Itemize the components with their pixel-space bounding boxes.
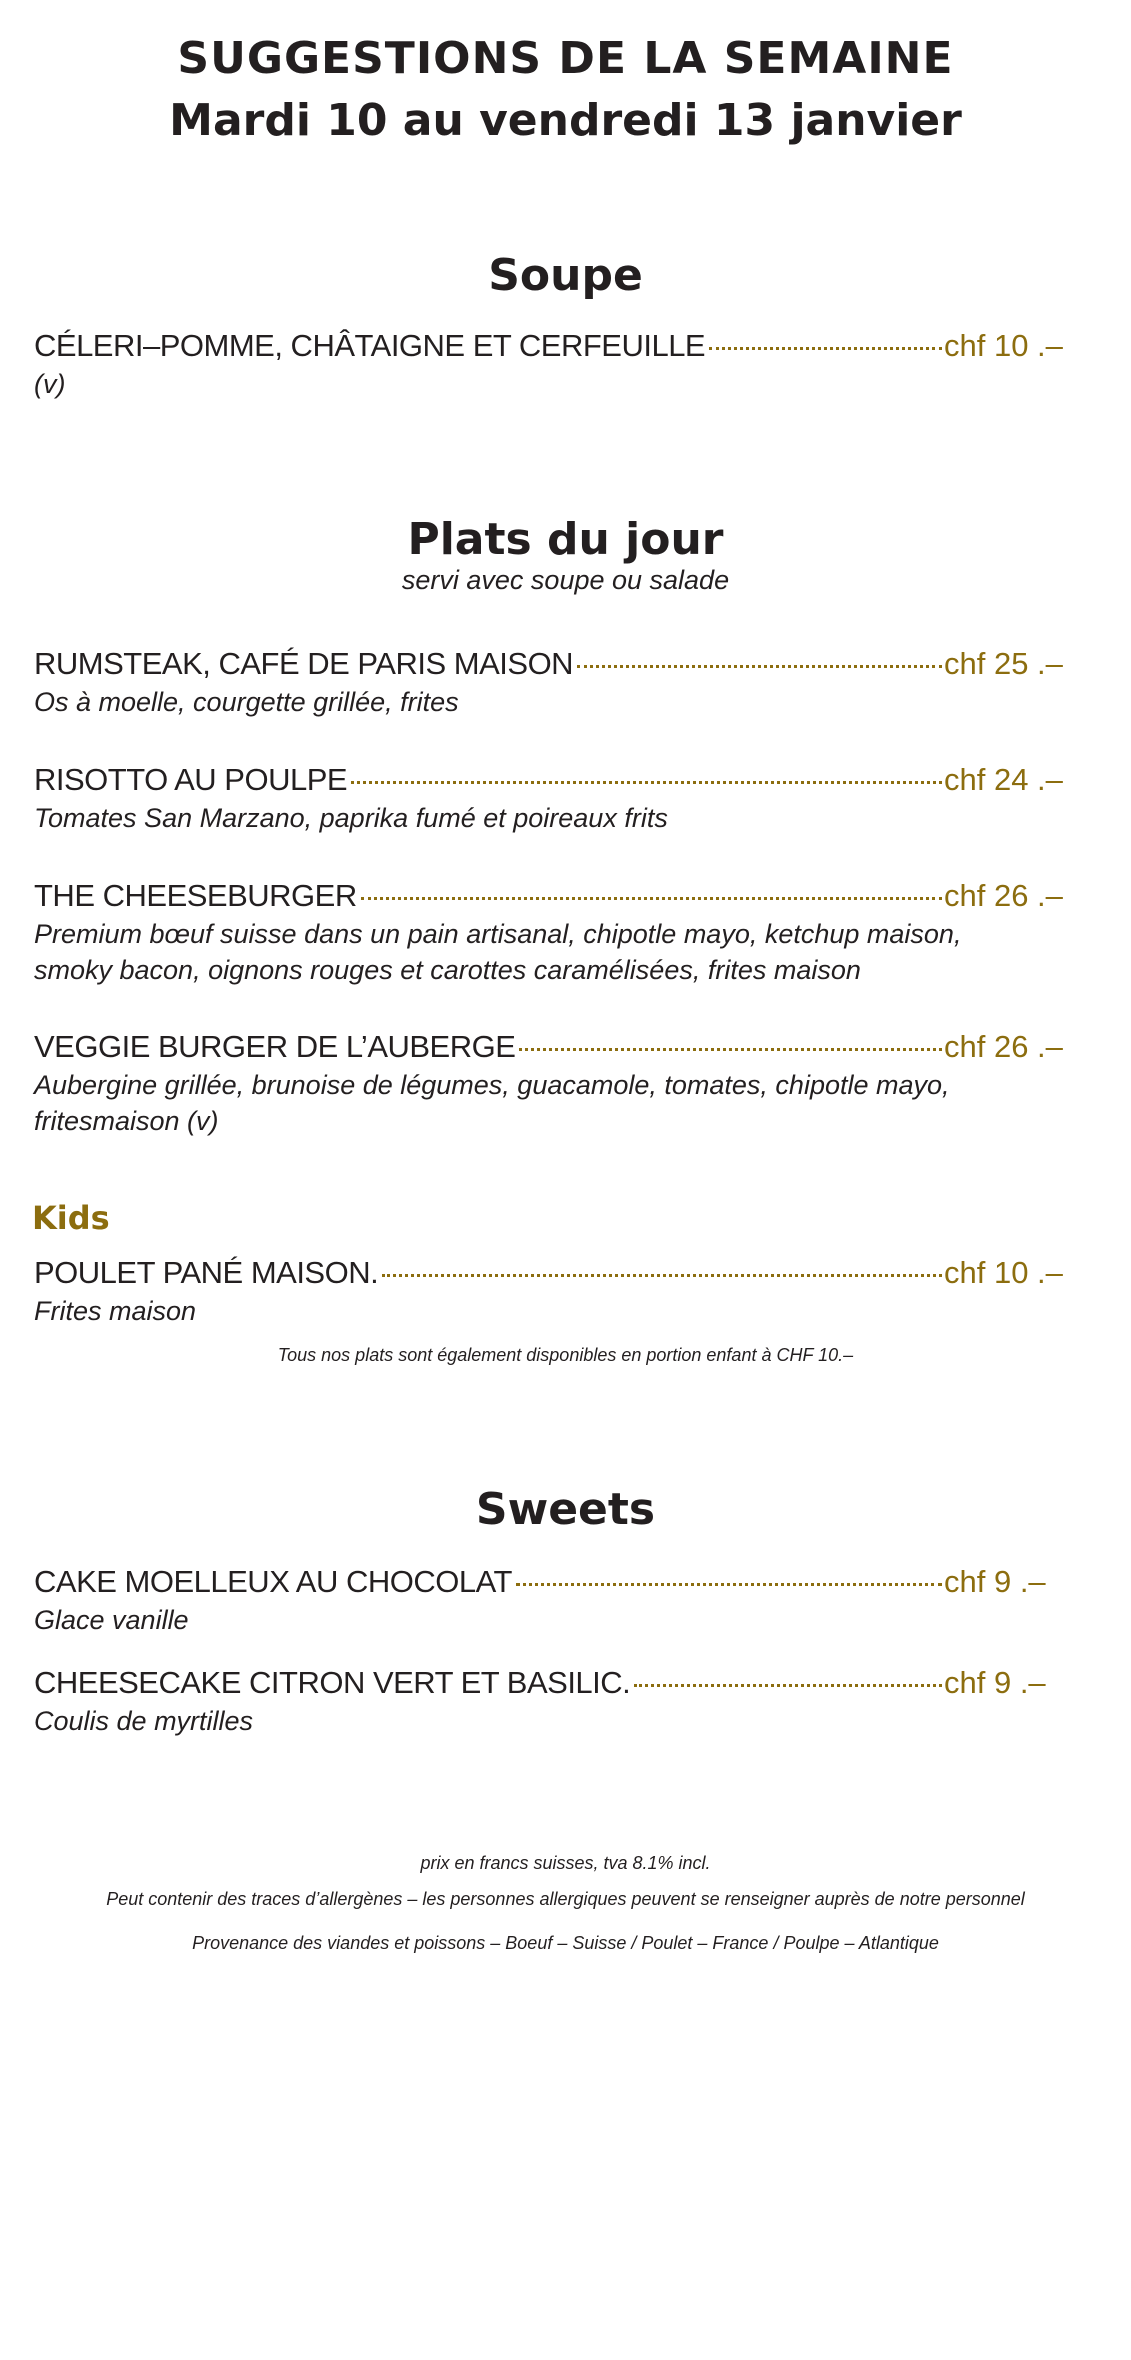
- dotted-leader: [577, 665, 942, 668]
- dotted-leader: [634, 1684, 942, 1687]
- menu-item-name: CÉLERI–POMME, CHÂTAIGNE ET CERFEUILLE: [34, 328, 706, 363]
- dotted-leader: [709, 347, 942, 350]
- menu-item-name: RISOTTO AU POULPE: [34, 762, 348, 797]
- dotted-leader: [361, 897, 942, 900]
- menu-item-price: chf 10 .–: [944, 1255, 1063, 1290]
- menu-item-line: [34, 876, 1074, 916]
- menu-item-plat-0: [34, 644, 1074, 720]
- dotted-leader: [519, 1048, 942, 1051]
- menu-item-price: chf 26 .–: [944, 878, 1063, 913]
- section-title-kids: Kids: [32, 1199, 110, 1237]
- menu-item-price: chf 9 .–: [944, 1665, 1046, 1700]
- menu-item-plat-2: [34, 876, 1074, 988]
- section-title-sweets: Sweets: [475, 1484, 656, 1535]
- menu-item-price: chf 9 .–: [944, 1564, 1046, 1599]
- menu-item-description: (v): [34, 369, 66, 399]
- menu-item-description: Premium bœuf suisse dans un pain artisanal, chipotle mayo, ketchup maison, smoky bacon, oignons rouges et carottes caramélisées, frites maison: [34, 919, 962, 985]
- menu-item-description: Coulis de myrtilles: [34, 1706, 254, 1736]
- menu-item-name: RUMSTEAK, CAFÉ DE PARIS MAISON: [34, 646, 574, 681]
- menu-item-line: [34, 644, 1074, 684]
- menu-item-description: Tomates San Marzano, paprika fumé et poireaux frits: [34, 803, 668, 833]
- menu-item-line: [34, 760, 1074, 800]
- menu-item-name: CAKE MOELLEUX AU CHOCOLAT: [34, 1564, 512, 1599]
- dotted-leader: [382, 1274, 942, 1277]
- menu-item-sweet-0: [34, 1562, 1074, 1638]
- menu-item-name: VEGGIE BURGER DE L’AUBERGE: [34, 1029, 516, 1064]
- menu-item-description: Aubergine grillée, brunoise de légumes, guacamole, tomates, chipotle mayo, fritesmaison (v): [34, 1070, 950, 1136]
- section-title-plats: Plats du jour: [407, 514, 724, 565]
- menu-item-name: CHEESECAKE CITRON VERT ET BASILIC.: [34, 1665, 631, 1700]
- menu-item-name: THE CHEESEBURGER: [34, 878, 357, 913]
- footer-origin-info: Provenance des viandes et poissons – Boeuf – Suisse / Poulet – France / Poulpe – Atlantique: [192, 1933, 939, 1953]
- menu-item-line: [34, 1562, 1074, 1602]
- menu-header: [0, 28, 1131, 152]
- menu-item-plat-1: [34, 760, 1074, 836]
- footer-allergen-info: Peut contenir des traces d’allergènes – les personnes allergiques peuvent se renseigner auprès de notre personnel: [106, 1889, 1025, 1909]
- menu-item-kids-0: [34, 1253, 1074, 1329]
- menu-item-line: [34, 1253, 1074, 1293]
- dotted-leader: [351, 781, 942, 784]
- menu-item-description: Frites maison: [34, 1296, 197, 1326]
- section-title-soupe: Soupe: [488, 250, 643, 301]
- menu-dates: Mardi 10 au vendredi 13 janvier: [169, 95, 962, 146]
- menu-item-description: Os à moelle, courgette grillée, frites: [34, 687, 459, 717]
- menu-item-line: [34, 326, 1074, 366]
- menu-item-description: Glace vanille: [34, 1605, 189, 1635]
- menu-title: SUGGESTIONS DE LA SEMAINE: [177, 33, 954, 84]
- menu-item-price: chf 25 .–: [944, 646, 1063, 681]
- kids-portion-note: Tous nos plats sont également disponibles en portion enfant à CHF 10.–: [277, 1345, 854, 1365]
- section-subtitle-plats: servi avec soupe ou salade: [401, 565, 730, 595]
- menu-item-line: [34, 1663, 1074, 1703]
- menu-item-price: chf 26 .–: [944, 1029, 1063, 1064]
- menu-item-price: chf 24 .–: [944, 762, 1063, 797]
- menu-item-soupe-0: [34, 326, 1074, 402]
- menu-item-plat-3: [34, 1027, 1074, 1139]
- menu-item-sweet-1: [34, 1663, 1074, 1739]
- menu-item-line: [34, 1027, 1074, 1067]
- dotted-leader: [516, 1583, 942, 1586]
- footer-price-info: prix en francs suisses, tva 8.1% incl.: [420, 1853, 711, 1873]
- menu-item-name: POULET PANÉ MAISON.: [34, 1255, 379, 1290]
- menu-item-price: chf 10 .–: [944, 328, 1063, 363]
